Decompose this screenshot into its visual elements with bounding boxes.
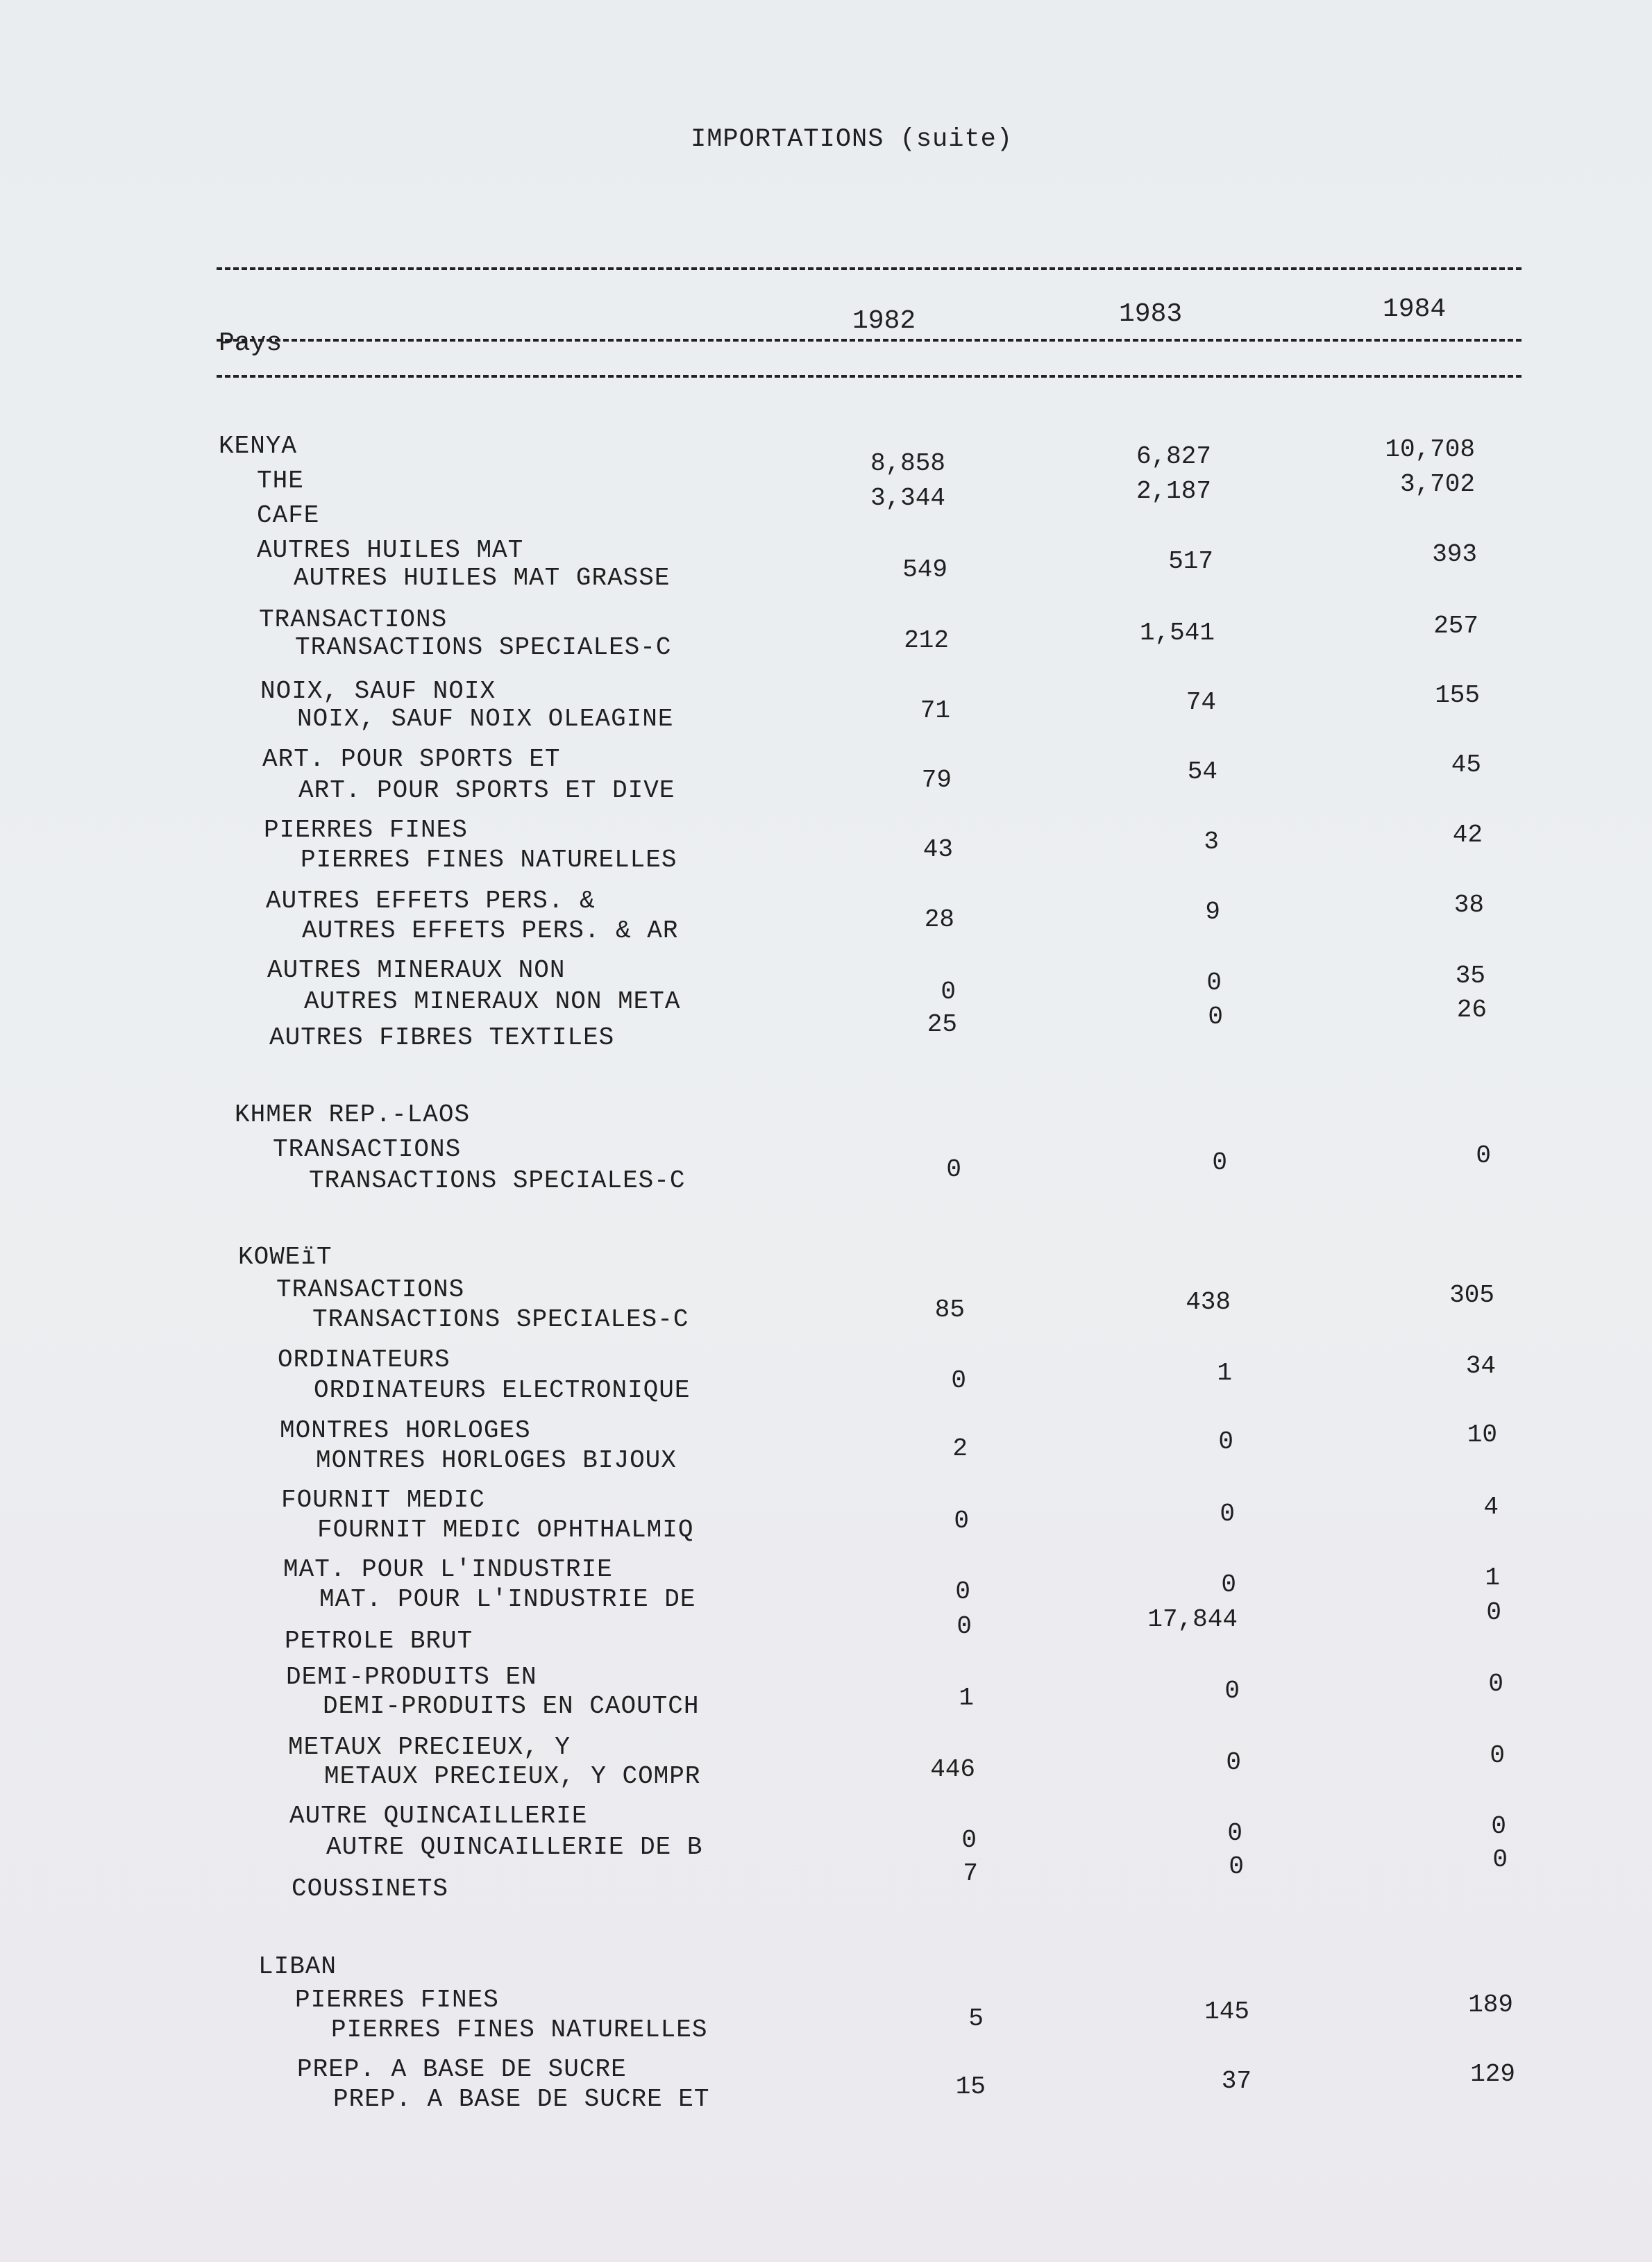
value-1984: 305 [1449, 1281, 1494, 1309]
row-sublabel: DEMI-PRODUITS EN CAOUTCH [323, 1692, 700, 1720]
row-label: CAFE [257, 501, 320, 530]
row-label: MAT. POUR L'INDUSTRIE [283, 1555, 613, 1584]
value-1982: 0 [941, 978, 956, 1006]
value-1982: 0 [956, 1612, 972, 1641]
country-name: KENYA [219, 432, 298, 460]
value-1983: 0 [1208, 1003, 1223, 1031]
value-1982: 79 [921, 766, 952, 794]
row-sublabel: TRANSACTIONS SPECIALES-C [312, 1305, 689, 1334]
value-1982: 0 [955, 1577, 970, 1606]
value-1984: 189 [1468, 1991, 1513, 2019]
value-1984: 38 [1453, 891, 1484, 919]
row-sublabel: MONTRES HORLOGES BIJOUX [316, 1446, 677, 1475]
value-1983: 0 [1206, 969, 1222, 997]
value-1984: 3,702 [1399, 470, 1475, 499]
value-1982: 15 [955, 2072, 986, 2101]
value-1984: 10 [1467, 1421, 1497, 1449]
header-country: Pays [219, 328, 283, 358]
value-1983: 0 [1220, 1500, 1235, 1528]
header-year-1982: 1982 [852, 306, 916, 336]
value-1982: 25 [927, 1010, 957, 1039]
value-1982: 5 [968, 2004, 984, 2033]
value-1982: 446 [930, 1755, 975, 1784]
value-1983: 1,541 [1139, 619, 1215, 647]
value-1984: 393 [1432, 540, 1477, 569]
value-1984: 10,708 [1385, 435, 1475, 464]
header-rule-bottom [217, 375, 1522, 378]
header-rule-mid [217, 339, 1522, 342]
value-1984: 42 [1452, 821, 1483, 849]
row-label: AUTRES FIBRES TEXTILES [269, 1023, 615, 1052]
value-1983: 145 [1204, 1997, 1249, 2026]
value-1983: 17,844 [1147, 1605, 1238, 1634]
row-sublabel: TRANSACTIONS SPECIALES-C [295, 633, 672, 662]
row-label: ART. POUR SPORTS ET [262, 745, 561, 773]
value-1983: 0 [1227, 1819, 1242, 1848]
row-label: TRANSACTIONS [259, 605, 448, 634]
value-1982: 0 [961, 1826, 977, 1854]
value-1984: 1 [1485, 1564, 1500, 1592]
row-sublabel: TRANSACTIONS SPECIALES-C [309, 1166, 686, 1195]
value-1984: 0 [1476, 1141, 1491, 1170]
row-label: FOURNIT MEDIC [281, 1486, 485, 1514]
value-1982: 2 [952, 1434, 968, 1463]
value-1983: 2,187 [1136, 477, 1211, 505]
row-label: TRANSACTIONS [276, 1275, 465, 1304]
value-1983: 0 [1218, 1427, 1233, 1456]
row-sublabel: ORDINATEURS ELECTRONIQUE [314, 1376, 691, 1405]
value-1982: 7 [963, 1859, 978, 1888]
row-label: ORDINATEURS [278, 1346, 450, 1374]
value-1984: 34 [1465, 1352, 1496, 1380]
value-1984: 26 [1456, 996, 1487, 1024]
value-1984: 129 [1470, 2060, 1515, 2088]
value-1983: 517 [1168, 547, 1213, 576]
row-label: MONTRES HORLOGES [280, 1416, 531, 1445]
row-label: PREP. A BASE DE SUCRE [297, 2055, 627, 2084]
row-label: TRANSACTIONS [273, 1135, 462, 1164]
value-1983: 6,827 [1136, 442, 1211, 471]
value-1983: 1 [1217, 1359, 1232, 1387]
value-1983: 54 [1187, 757, 1217, 786]
row-label: AUTRES MINERAUX NON [267, 956, 566, 985]
value-1982: 1 [959, 1684, 974, 1712]
value-1983: 0 [1221, 1570, 1236, 1599]
value-1982: 0 [954, 1507, 969, 1535]
country-name: LIBAN [258, 1952, 337, 1981]
row-sublabel: FOURNIT MEDIC OPHTHALMIQ [317, 1516, 694, 1544]
row-label: PETROLE BRUT [285, 1627, 473, 1655]
value-1982: 0 [951, 1366, 966, 1395]
value-1984: 0 [1492, 1845, 1508, 1874]
row-sublabel: AUTRES EFFETS PERS. & AR [302, 916, 679, 945]
value-1982: 85 [934, 1296, 965, 1324]
row-label: METAUX PRECIEUX, Y [288, 1733, 571, 1761]
row-sublabel: AUTRE QUINCAILLERIE DE B [326, 1833, 703, 1861]
value-1984: 0 [1490, 1741, 1505, 1770]
value-1983: 0 [1212, 1148, 1227, 1177]
header-year-1983: 1983 [1119, 299, 1183, 329]
row-label: AUTRES EFFETS PERS. & [266, 887, 596, 915]
row-label: AUTRES HUILES MAT [257, 536, 524, 564]
value-1982: 8,858 [870, 449, 945, 478]
value-1984: 0 [1491, 1812, 1506, 1841]
value-1984: 35 [1455, 962, 1485, 990]
country-name: KHMER REP.-LAOS [235, 1100, 471, 1129]
value-1984: 0 [1486, 1598, 1501, 1627]
value-1982: 549 [902, 555, 947, 584]
row-sublabel: PREP. A BASE DE SUCRE ET [333, 2085, 710, 2113]
row-sublabel: NOIX, SAUF NOIX OLEAGINE [297, 705, 674, 733]
row-label: AUTRE QUINCAILLERIE [289, 1802, 588, 1830]
value-1982: 212 [904, 626, 949, 655]
row-label: PIERRES FINES [295, 1986, 499, 2014]
page-title: IMPORTATIONS (suite) [691, 125, 1013, 154]
value-1983: 0 [1226, 1748, 1241, 1777]
value-1983: 74 [1186, 688, 1216, 717]
header-year-1984: 1984 [1383, 294, 1447, 324]
value-1982: 71 [920, 696, 950, 725]
value-1983: 3 [1204, 828, 1219, 856]
row-label: COUSSINETS [292, 1875, 449, 1903]
country-name: KOWEïT [238, 1243, 332, 1271]
value-1982: 3,344 [870, 484, 945, 512]
value-1983: 438 [1186, 1288, 1231, 1316]
value-1984: 155 [1435, 681, 1480, 710]
value-1983: 0 [1224, 1677, 1240, 1705]
row-sublabel: ART. POUR SPORTS ET DIVE [298, 776, 675, 805]
row-label: DEMI-PRODUITS EN [286, 1663, 537, 1691]
row-label: PIERRES FINES [264, 816, 468, 844]
value-1982: 0 [946, 1155, 961, 1184]
value-1983: 37 [1221, 2067, 1251, 2095]
header-rule-top [217, 267, 1522, 270]
row-sublabel: MAT. POUR L'INDUSTRIE DE [319, 1585, 696, 1614]
value-1983: 0 [1229, 1852, 1244, 1881]
value-1982: 28 [924, 905, 954, 934]
row-sublabel: AUTRES HUILES MAT GRASSE [294, 564, 671, 592]
row-label: NOIX, SAUF NOIX [260, 677, 496, 705]
value-1984: 257 [1433, 612, 1478, 640]
value-1982: 43 [922, 835, 953, 864]
row-sublabel: PIERRES FINES NATURELLES [301, 846, 677, 874]
value-1983: 9 [1205, 898, 1220, 926]
value-1984: 45 [1451, 751, 1481, 779]
row-sublabel: AUTRES MINERAUX NON META [304, 987, 681, 1016]
row-label: THE [257, 467, 304, 495]
row-sublabel: PIERRES FINES NATURELLES [331, 2016, 708, 2044]
row-sublabel: METAUX PRECIEUX, Y COMPR [324, 1762, 701, 1791]
value-1984: 0 [1488, 1670, 1503, 1698]
value-1984: 4 [1483, 1493, 1499, 1521]
